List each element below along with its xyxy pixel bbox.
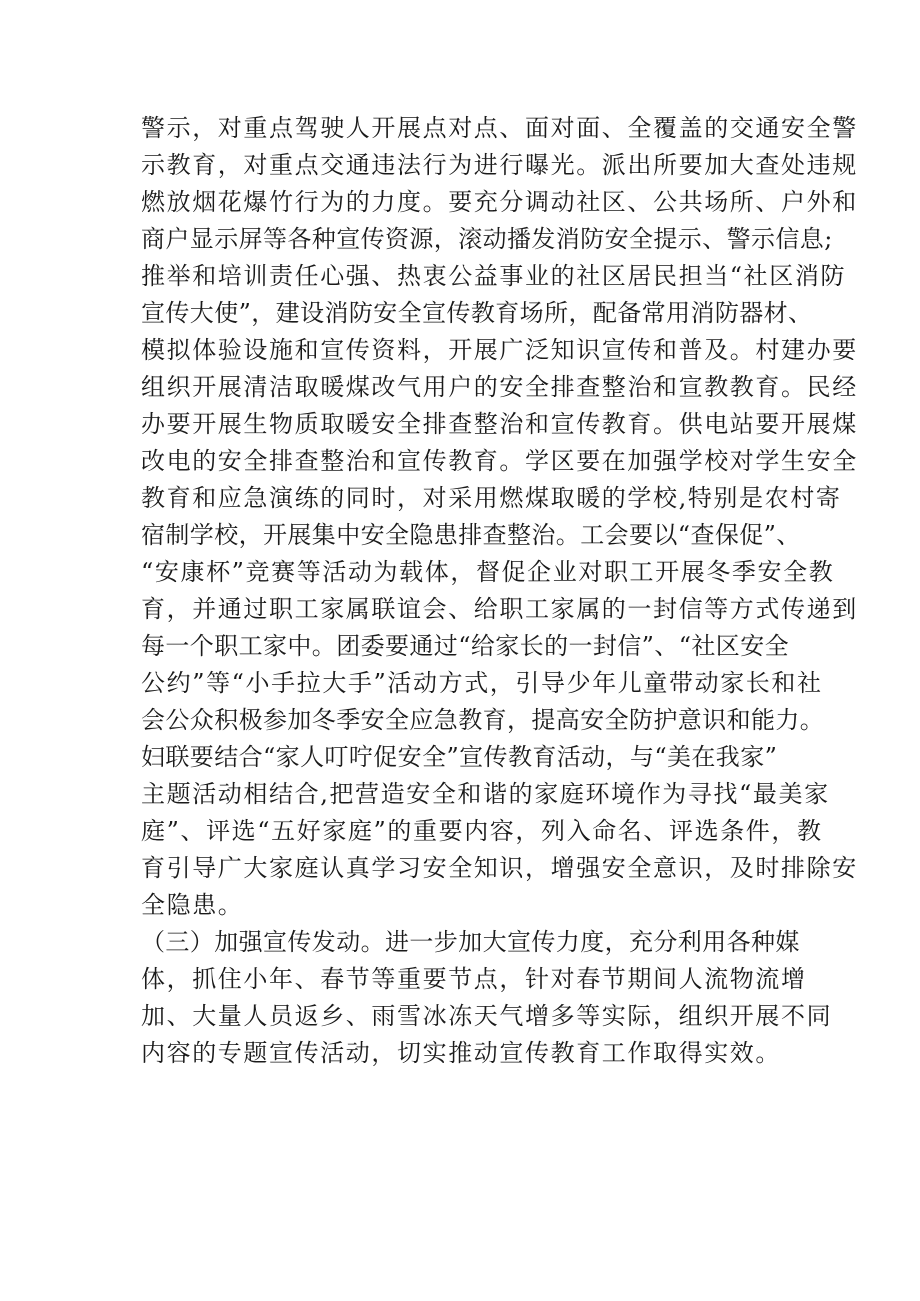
text-line: 燃放烟花爆竹行为的力度。要充分调动社区、公共场所、户外和 xyxy=(141,188,858,216)
text-line: 组织开展清洁取暖煤改气用户的安全排查整治和宣教教育。民经 xyxy=(141,373,858,401)
text-line: 会公众积极参加冬季安全应急教育，提高安全防护意识和能力。 xyxy=(141,706,825,734)
text-line: 体，抓住小年、春节等重要节点，针对春节期间人流物流增 xyxy=(141,965,807,993)
text-line: 加、大量人员返乡、雨雪冰冻天气增多等实际，组织开展不同 xyxy=(141,1002,833,1030)
text-line: 育，并通过职工家属联谊会、给职工家属的一封信等方式传递到 xyxy=(141,595,858,623)
paragraph-publicity-section xyxy=(141,924,833,1072)
section-heading-line: （三）加强宣传发动。进一步加大宣传力度，充分利用各种媒 xyxy=(141,928,800,956)
document-body xyxy=(141,110,858,1072)
text-line: 推举和培训责任心强、热衷公益事业的社区居民担当“社区消防 xyxy=(141,262,847,290)
text-line: 庭”、评选“五好家庭”的重要内容，列入命名、评选条件，教 xyxy=(141,817,823,845)
text-line: 主题活动相结合,把营造安全和谐的家庭环境作为寻找“最美家 xyxy=(141,780,830,808)
text-line: 宿制学校，开展集中安全隐患排查整治。工会要以“查保促”、 xyxy=(141,521,801,549)
text-line: 教育和应急演练的同时，对采用燃煤取暖的学校,特别是农村寄 xyxy=(141,484,842,512)
text-line: 改电的安全排查整治和宣传教育。学区要在加强学校对学生安全 xyxy=(141,447,858,475)
text-line: 内容的专题宣传活动，切实推动宣传教育工作取得实效。 xyxy=(141,1039,781,1067)
text-line: “安康杯”竞赛等活动为载体，督促企业对职工开展冬季安全教 xyxy=(141,558,835,586)
text-line: 示教育，对重点交通违法行为进行曝光。派出所要加大查处违规 xyxy=(141,151,858,179)
text-line: 警示，对重点驾驶人开展点对点、面对面、全覆盖的交通安全警 xyxy=(141,114,858,142)
text-line: 办要开展生物质取暖安全排查整治和宣传教育。供电站要开展煤 xyxy=(141,410,858,438)
text-line: 全隐患。 xyxy=(141,891,244,919)
text-line: 商户显示屏等各种宣传资源，滚动播发消防安全提示、警示信息; xyxy=(141,225,833,253)
text-line: 妇联要结合“家人叮咛促安全”宣传教育活动，与“美在我家” xyxy=(141,743,778,771)
text-line: 公约”等“小手拉大手”活动方式，引导少年儿童带动家长和社 xyxy=(141,669,823,697)
text-line: 每一个职工家中。团委要通过“给家长的一封信”、“社区安全 xyxy=(141,632,790,660)
text-line: 育引导广大家庭认真学习安全知识，增强安全意识，及时排除安 xyxy=(141,854,858,882)
text-line: 模拟体验设施和宣传资料，开展广泛知识宣传和普及。村建办要 xyxy=(141,336,858,364)
paragraph-safety-education xyxy=(141,110,858,924)
text-line: 宣传大使”，建设消防安全宣传教育场所，配备常用消防器材、 xyxy=(141,299,813,327)
